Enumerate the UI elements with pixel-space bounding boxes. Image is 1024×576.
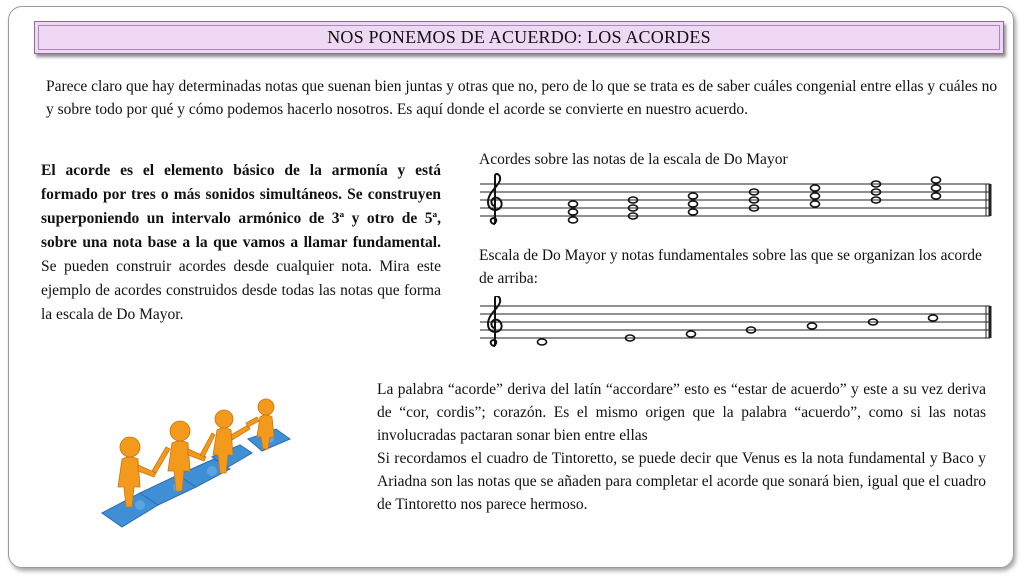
chords-caption: Acordes sobre las notas de la escala de Do Mayor [479,151,788,168]
people-on-puzzle-illustration [100,395,300,545]
bottom-text [377,378,986,516]
page-title: NOS PONEMOS DE ACUERDO: LOS ACORDES [327,27,711,47]
bottom-paragraph-2: Si recordamos el cuadro de Tintoretto, se puede decir que Venus es la nota fundamental y Baco y Ariadna son las notas que se añaden para completar el acorde que sonará bien, igual que el cuadro de Tintoretto nos parece hermoso. [377,450,986,513]
scale-staff [478,296,998,352]
scale-caption: Escala de Do Mayor y notas fundamentales sobre las que se organizan los acorde de arriba: [479,247,982,287]
left-paragraph-normal: Se pueden construir acordes desde cualquier nota. Mira este ejemplo de acordes construidos desde todas las notas que forma la escala de Do Mayor. [41,258,441,323]
scale-note-si [929,315,938,321]
title-bar [34,21,1004,54]
chords-staff [478,172,998,228]
left-paragraph [41,159,441,327]
left-paragraph-bold: El acorde es el elemento básico de la armonía y está formado por tres o más sonidos simultáneos. Se construyen superponiendo un intervalo armónico de 3ª y otro de 5ª, sobre una nota base a la que vamos a llamar fundamental. [41,162,441,251]
chord-iii [689,193,698,215]
chord-vii [932,177,941,199]
scale-note-mi [687,331,696,337]
bottom-paragraph-1: La palabra “acorde” deriva del latín “accordare” esto es “estar de acuerdo” y este a su vez deriva de “cor, cordis”; corazón. Es el mismo origen que la palabra “acuerdo”, como si las notas involucradas pactaran sonar bien entre ellas [377,381,986,444]
chord-v [811,185,820,207]
scale-note-sol [808,323,817,329]
intro-paragraph: Parece claro que hay determinadas notas que suenan bien juntas y otras que no, pero de lo que se trata es de saber cuáles congenial entre ellas y cuáles no y sobre todo por qué y cómo podemos hacerlo nosotros. Es aquí donde el acorde se convierte en nuestro acuerdo. [46,78,998,118]
scale-note-do [538,339,547,345]
chord-i [569,201,578,223]
